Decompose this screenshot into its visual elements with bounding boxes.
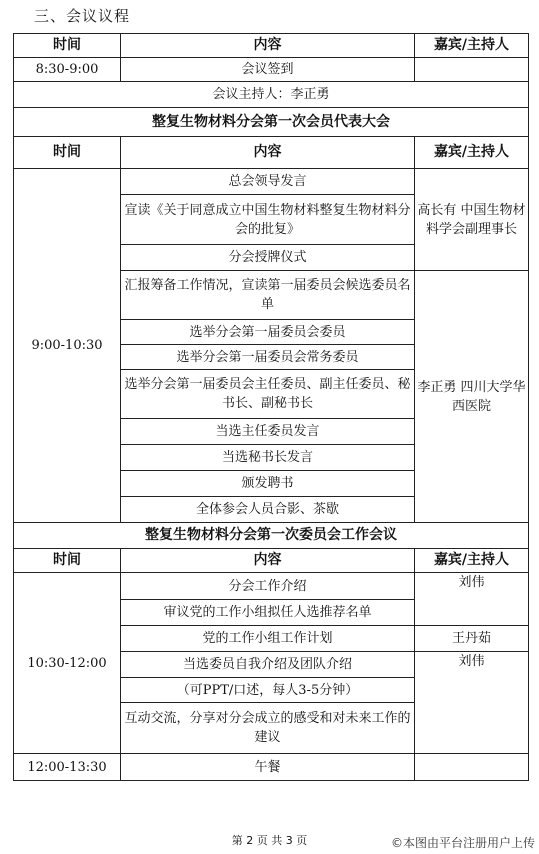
checkin-content: 会议签到 xyxy=(121,58,415,82)
part3-host-b: 王丹茹 xyxy=(415,626,529,652)
lunch-content: 午餐 xyxy=(121,754,415,781)
agenda-table xyxy=(13,33,529,781)
part3-item: （可PPT/口述，每人3-5分钟） xyxy=(121,678,415,703)
part2-item: 汇报筹备工作情况，宣读第一届委员会候选委员名单 xyxy=(121,271,415,320)
header-host: 嘉宾/主持人 xyxy=(415,549,529,573)
watermark: ©本图由平台注册用户上传 xyxy=(390,836,535,850)
part3-time: 10:30-12:00 xyxy=(14,573,121,754)
lunch-time: 12:00-13:30 xyxy=(14,754,121,781)
part2-item: 选举分会第一届委员会主任委员、副主任委员、秘书长、副秘书长 xyxy=(121,370,415,419)
header-content: 内容 xyxy=(121,549,415,573)
part2-item: 当选秘书长发言 xyxy=(121,445,415,471)
part2-item: 当选主任委员发言 xyxy=(121,419,415,445)
header-row xyxy=(14,34,529,58)
part3-item: 当选委员自我介绍及团队介绍 xyxy=(121,652,415,678)
table-row xyxy=(14,169,529,195)
part2-item: 总会领导发言 xyxy=(121,169,415,195)
part3-host-c: 刘伟 xyxy=(415,652,529,754)
checkin-host xyxy=(415,58,529,82)
checkin-time: 8:30-9:00 xyxy=(14,58,121,82)
header-row xyxy=(14,137,529,169)
header-host: 嘉宾/主持人 xyxy=(415,34,529,58)
lunch-host xyxy=(415,754,529,781)
part3-title: 整复生物材料分会第一次委员会工作会议 xyxy=(14,523,529,549)
header-host: 嘉宾/主持人 xyxy=(415,137,529,169)
header-row xyxy=(14,549,529,573)
table-row xyxy=(14,82,529,108)
part2-time: 9:00-10:30 xyxy=(14,169,121,523)
header-content: 内容 xyxy=(121,137,415,169)
part2-item: 分会授牌仪式 xyxy=(121,245,415,271)
header-time: 时间 xyxy=(14,137,121,169)
header-time: 时间 xyxy=(14,34,121,58)
table-row xyxy=(14,58,529,82)
part3-item: 互动交流，分享对分会成立的感受和对未来工作的建议 xyxy=(121,703,415,754)
section-banner xyxy=(14,523,529,549)
part2-item: 颁发聘书 xyxy=(121,471,415,497)
header-content: 内容 xyxy=(121,34,415,58)
part2-item: 全体参会人员合影、茶歇 xyxy=(121,497,415,523)
part2-host2: 李正勇 四川大学华西医院 xyxy=(415,271,529,523)
part3-item: 党的工作小组工作计划 xyxy=(121,626,415,652)
section-banner xyxy=(14,108,529,137)
part3-item: 分会工作介绍 xyxy=(121,573,415,600)
part2-item: 选举分会第一届委员会常务委员 xyxy=(121,345,415,370)
part2-title: 整复生物材料分会第一次会员代表大会 xyxy=(14,108,529,137)
part2-item: 宣读《关于同意成立中国生物材料整复生物材料分会的批复》 xyxy=(121,195,415,245)
table-row xyxy=(14,573,529,600)
page-number: 第 2 页 共 3 页 xyxy=(231,834,308,847)
part2-host1: 高长有 中国生物材料学会副理事长 xyxy=(415,169,529,271)
part3-item: 审议党的工作小组拟任人选推荐名单 xyxy=(121,600,415,626)
header-time: 时间 xyxy=(14,549,121,573)
part3-host-a: 刘伟 xyxy=(415,573,529,626)
table-row xyxy=(14,754,529,781)
part2-item: 选举分会第一届委员会委员 xyxy=(121,320,415,345)
meeting-host-line: 会议主持人：李正勇 xyxy=(14,82,529,108)
section-title: 三、会议议程 xyxy=(34,7,131,25)
